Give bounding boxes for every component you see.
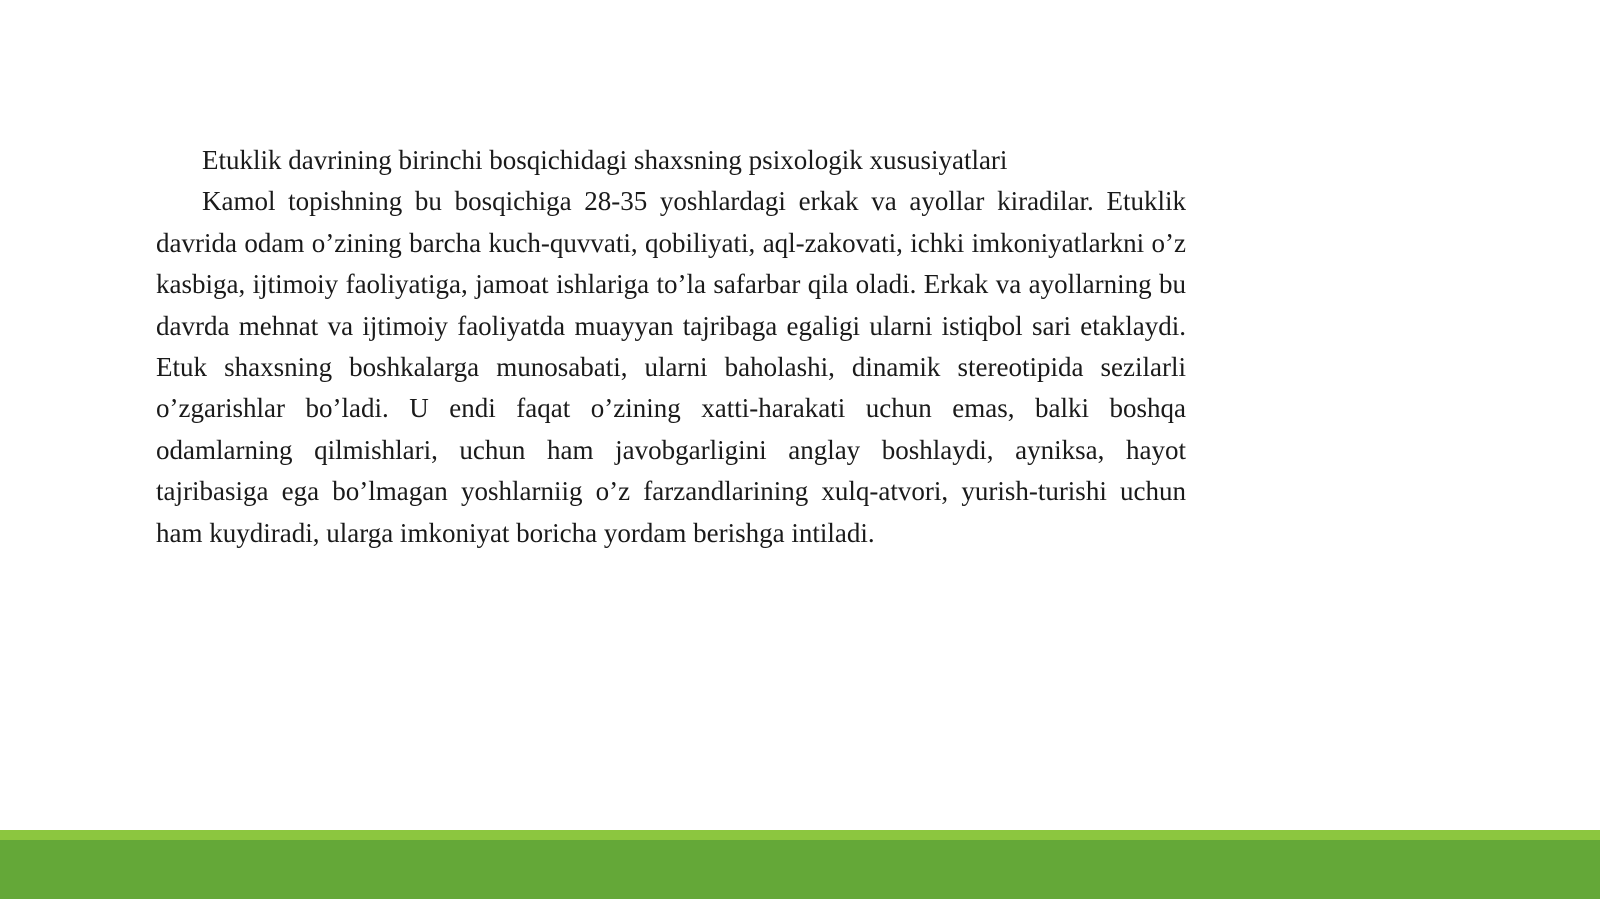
- footer-band: [0, 830, 1600, 899]
- text-block: [156, 140, 1186, 554]
- slide-body-paragraph: Kamol topishning bu bosqichiga 28-35 yoshlardagi erkak va ayollar kiradilar. Etuklik davrida odam o’zining barcha kuch-quvvati, qobiliyati, aql-zakovati, ichki imkoniyatlarkni o’z kasbiga, ijtimoiy faoliyatiga, jamoat ishlariga to’la safarbar qila oladi. Erkak va ayollarning bu davrda mehnat va ijtimoiy faoliyatda muayyan tajribaga egaligi ularni istiqbol sari etaklaydi. Etuk shaxsning boshkalarga munosabati, ularni baholashi, dinamik stereotipida sezilarli o’zgarishlar bo’ladi. U endi faqat o’zining xatti-harakati uchun emas, balki boshqa odamlarning qilmishlari, uchun ham javobgarligini anglay boshlaydi, ayniksa, hayot tajribasiga ega bo’lmagan yoshlarniig o’z farzandlarining xulq-atvori, yurish-turishi uchun ham kuydiradi, ularga imkoniyat boricha yordam berishga intiladi.: [156, 186, 1186, 548]
- slide-heading: Etuklik davrining birinchi bosqichidagi shaxsning psixologik xususiyatlari: [202, 145, 1008, 175]
- footer-stripe: [0, 830, 1600, 840]
